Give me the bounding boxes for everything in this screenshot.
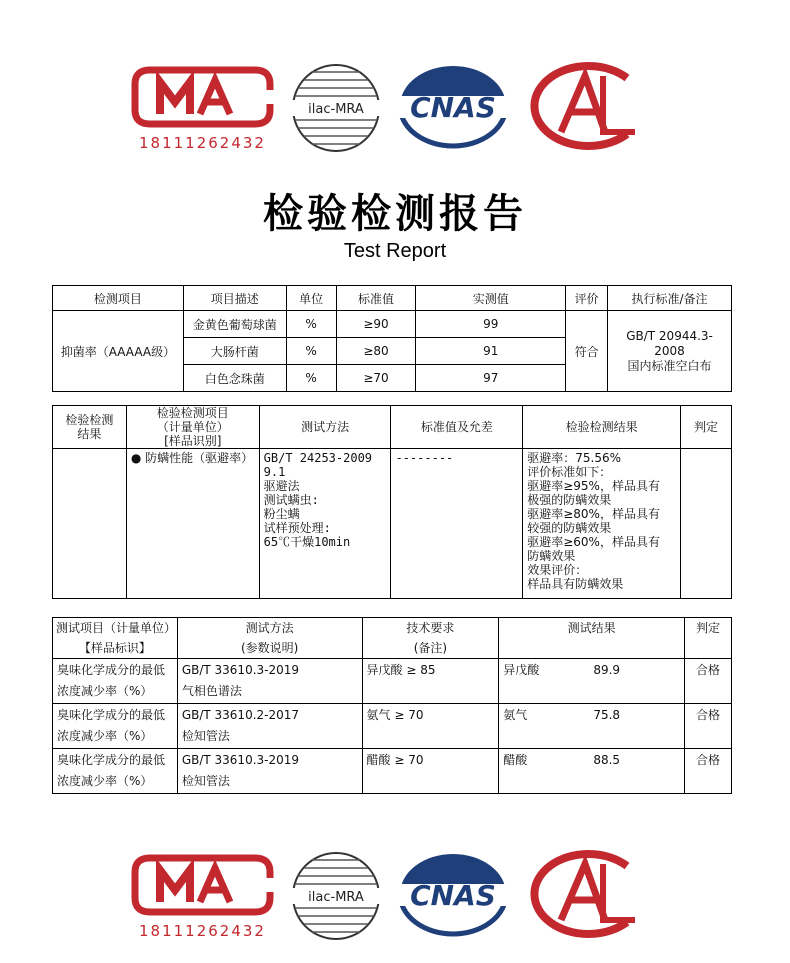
cma-logo: [130, 62, 275, 158]
desc-cell: 白色念珠菌: [183, 365, 286, 392]
result-value: 88.5: [593, 753, 621, 767]
cnas-mark-icon: [392, 850, 514, 938]
unit-cell: %: [286, 365, 336, 392]
cma-logo: [130, 850, 275, 946]
odor-table: [52, 617, 732, 794]
header-cell: [53, 406, 127, 449]
result-line: 效果评价：: [527, 563, 588, 577]
header-line: 结果: [77, 427, 102, 441]
header-cell: 项目描述: [183, 286, 286, 311]
item-line: 臭味化学成分的最低: [57, 753, 166, 767]
method-line: 粉尘螨: [263, 507, 300, 521]
header-cell: 评价: [566, 286, 608, 311]
desc-cell: 金黄色葡萄球菌: [183, 311, 286, 338]
std-cell: ≥80: [336, 338, 416, 365]
cma-mark-icon: [130, 850, 275, 920]
method-line: 9.1: [263, 465, 286, 479]
cma-phone-number: 18111262432: [139, 134, 266, 152]
result-line: 驱避率≥95%，样品具有: [527, 479, 660, 493]
std-cell: ≥90: [336, 311, 416, 338]
judge-cell: 合格: [685, 659, 732, 704]
cnas-logo: [392, 850, 514, 938]
req-cell: 氨气 ≥ 70: [362, 704, 499, 749]
judge-cell: [681, 449, 732, 599]
header-cell: 测试结果: [499, 618, 685, 659]
req-cell: 醋酸 ≥ 70: [362, 749, 499, 794]
item-line: 浓度减少率（%）: [57, 774, 153, 788]
cnas-text: CNAS: [410, 91, 496, 124]
header-cell: 单位: [286, 286, 336, 311]
result-value: 75.8: [593, 708, 621, 722]
header-cell: [126, 406, 259, 449]
header-line: 测试项目（计量单位）: [56, 621, 177, 635]
result-cell: [499, 659, 685, 704]
item-line: 浓度减少率（%）: [57, 729, 153, 743]
top-logo-row: [0, 62, 790, 172]
std-cell: --------: [391, 449, 523, 599]
header-line: (参数说明): [240, 641, 299, 655]
unit-cell: %: [286, 311, 336, 338]
result-cell: [499, 749, 685, 794]
method-cell: [177, 749, 362, 794]
table-row: [53, 449, 732, 599]
ilac-text: ilac-MRA: [308, 890, 364, 905]
method-line: GB/T 33610.3-2019: [181, 753, 300, 767]
header-cell: [177, 618, 362, 659]
header-cell: [362, 618, 499, 659]
evaluation-cell: 符合: [566, 311, 608, 392]
item-cell: [53, 749, 178, 794]
result-line: 较强的防螨效果: [527, 521, 612, 535]
ilac-globe-icon: [290, 850, 382, 942]
report-subtitle: Test Report: [343, 240, 447, 262]
ilac-globe-icon: [290, 62, 382, 154]
result-line: 驱避率：75.56%: [527, 451, 621, 465]
item-cell: [53, 659, 178, 704]
table-header-row: [53, 406, 732, 449]
standard-line: GB/T 20944.3-2008: [626, 328, 713, 358]
result-cell: [523, 449, 681, 599]
measured-cell: 99: [416, 311, 566, 338]
method-cell: [177, 659, 362, 704]
table-row: [53, 704, 732, 749]
table-header-row: [53, 618, 732, 659]
empty-cell: [53, 449, 127, 599]
header-cell: 测试方法: [259, 406, 391, 449]
item-cell: ● 防螨性能（驱避率）: [126, 449, 259, 599]
header-cell: 标准值: [336, 286, 416, 311]
method-cell: [259, 449, 391, 599]
header-line: 检验检测: [65, 413, 114, 427]
header-line: （计量单位）: [156, 420, 229, 434]
method-line: GB/T 24253-2009: [263, 451, 373, 465]
antibacterial-table: [52, 285, 732, 392]
table-row: [53, 749, 732, 794]
result-line: 极强的防螨效果: [527, 493, 612, 507]
cnas-mark-icon: [392, 62, 514, 150]
result-cell: [499, 704, 685, 749]
method-line: 检知管法: [181, 774, 230, 788]
unit-cell: %: [286, 338, 336, 365]
ilac-text: ilac-MRA: [308, 102, 364, 117]
ilac-mra-logo: [290, 62, 382, 154]
item-cell: [53, 704, 178, 749]
item-line: 浓度减少率（%）: [57, 684, 153, 698]
measured-cell: 91: [416, 338, 566, 365]
result-line: 样品具有防螨效果: [527, 577, 624, 591]
item-line: 臭味化学成分的最低: [57, 708, 166, 722]
header-cell: 判定: [685, 618, 732, 659]
method-line: 检知管法: [181, 729, 230, 743]
cnas-text: CNAS: [410, 879, 496, 912]
result-line: 驱避率≥80%，样品具有: [527, 507, 660, 521]
result-value: 89.9: [593, 663, 621, 677]
req-cell: 异戊酸 ≥ 85: [362, 659, 499, 704]
cma-phone-number: 18111262432: [139, 922, 266, 940]
standard-cell: [608, 311, 732, 392]
method-cell: [177, 704, 362, 749]
measured-cell: 97: [416, 365, 566, 392]
cal-logo: [527, 850, 645, 938]
method-line: 65℃干燥10min: [263, 535, 351, 549]
anti-mite-table: [52, 405, 732, 599]
header-cell: 执行标准/备注: [608, 286, 732, 311]
result-name: 异戊酸: [503, 663, 540, 677]
header-cell: 判定: [681, 406, 732, 449]
method-line: GB/T 33610.3-2019: [181, 663, 300, 677]
header-line: 检验检测项目: [156, 406, 229, 420]
header-cell: 标准值及允差: [391, 406, 523, 449]
method-line: 驱避法: [263, 479, 300, 493]
report-title: 检验检测报告: [263, 191, 527, 237]
ilac-mra-logo: [290, 850, 382, 942]
result-line: 防螨效果: [527, 549, 576, 563]
result-line: 评价标准如下：: [527, 465, 612, 479]
cnas-logo: [392, 62, 514, 150]
method-line: 测试螨虫:: [263, 493, 319, 507]
method-line: GB/T 33610.2-2017: [181, 708, 300, 722]
item-line: 臭味化学成分的最低: [57, 663, 166, 677]
cal-mark-icon: [527, 62, 645, 150]
method-line: 气相色谱法: [181, 684, 242, 698]
header-line: 技术要求: [406, 621, 455, 635]
result-line: 驱避率≥60%，样品具有: [527, 535, 660, 549]
table-header-row: [53, 286, 732, 311]
header-cell: 实测值: [416, 286, 566, 311]
cal-mark-icon: [527, 850, 645, 938]
header-cell: 检验检测结果: [523, 406, 681, 449]
standard-line: 国内标准空白布: [627, 358, 712, 373]
desc-cell: 大肠杆菌: [183, 338, 286, 365]
judge-cell: 合格: [685, 704, 732, 749]
header-line: 【样品标识】: [78, 641, 151, 655]
header-line: [样品识别]: [164, 434, 222, 448]
bottom-logo-row: [0, 850, 790, 960]
cma-mark-icon: [130, 62, 275, 132]
method-line: 试样预处理:: [263, 521, 331, 535]
result-name: 醋酸: [503, 753, 528, 767]
test-item-cell: 抑菌率（AAAAA级）: [53, 311, 184, 392]
cal-logo: [527, 62, 645, 150]
header-line: 测试方法: [245, 621, 294, 635]
header-line: (备注): [413, 641, 448, 655]
header-cell: 检测项目: [53, 286, 184, 311]
result-name: 氨气: [503, 708, 528, 722]
judge-cell: 合格: [685, 749, 732, 794]
table-row: [53, 311, 732, 338]
std-cell: ≥70: [336, 365, 416, 392]
header-cell: [53, 618, 178, 659]
table-row: [53, 659, 732, 704]
